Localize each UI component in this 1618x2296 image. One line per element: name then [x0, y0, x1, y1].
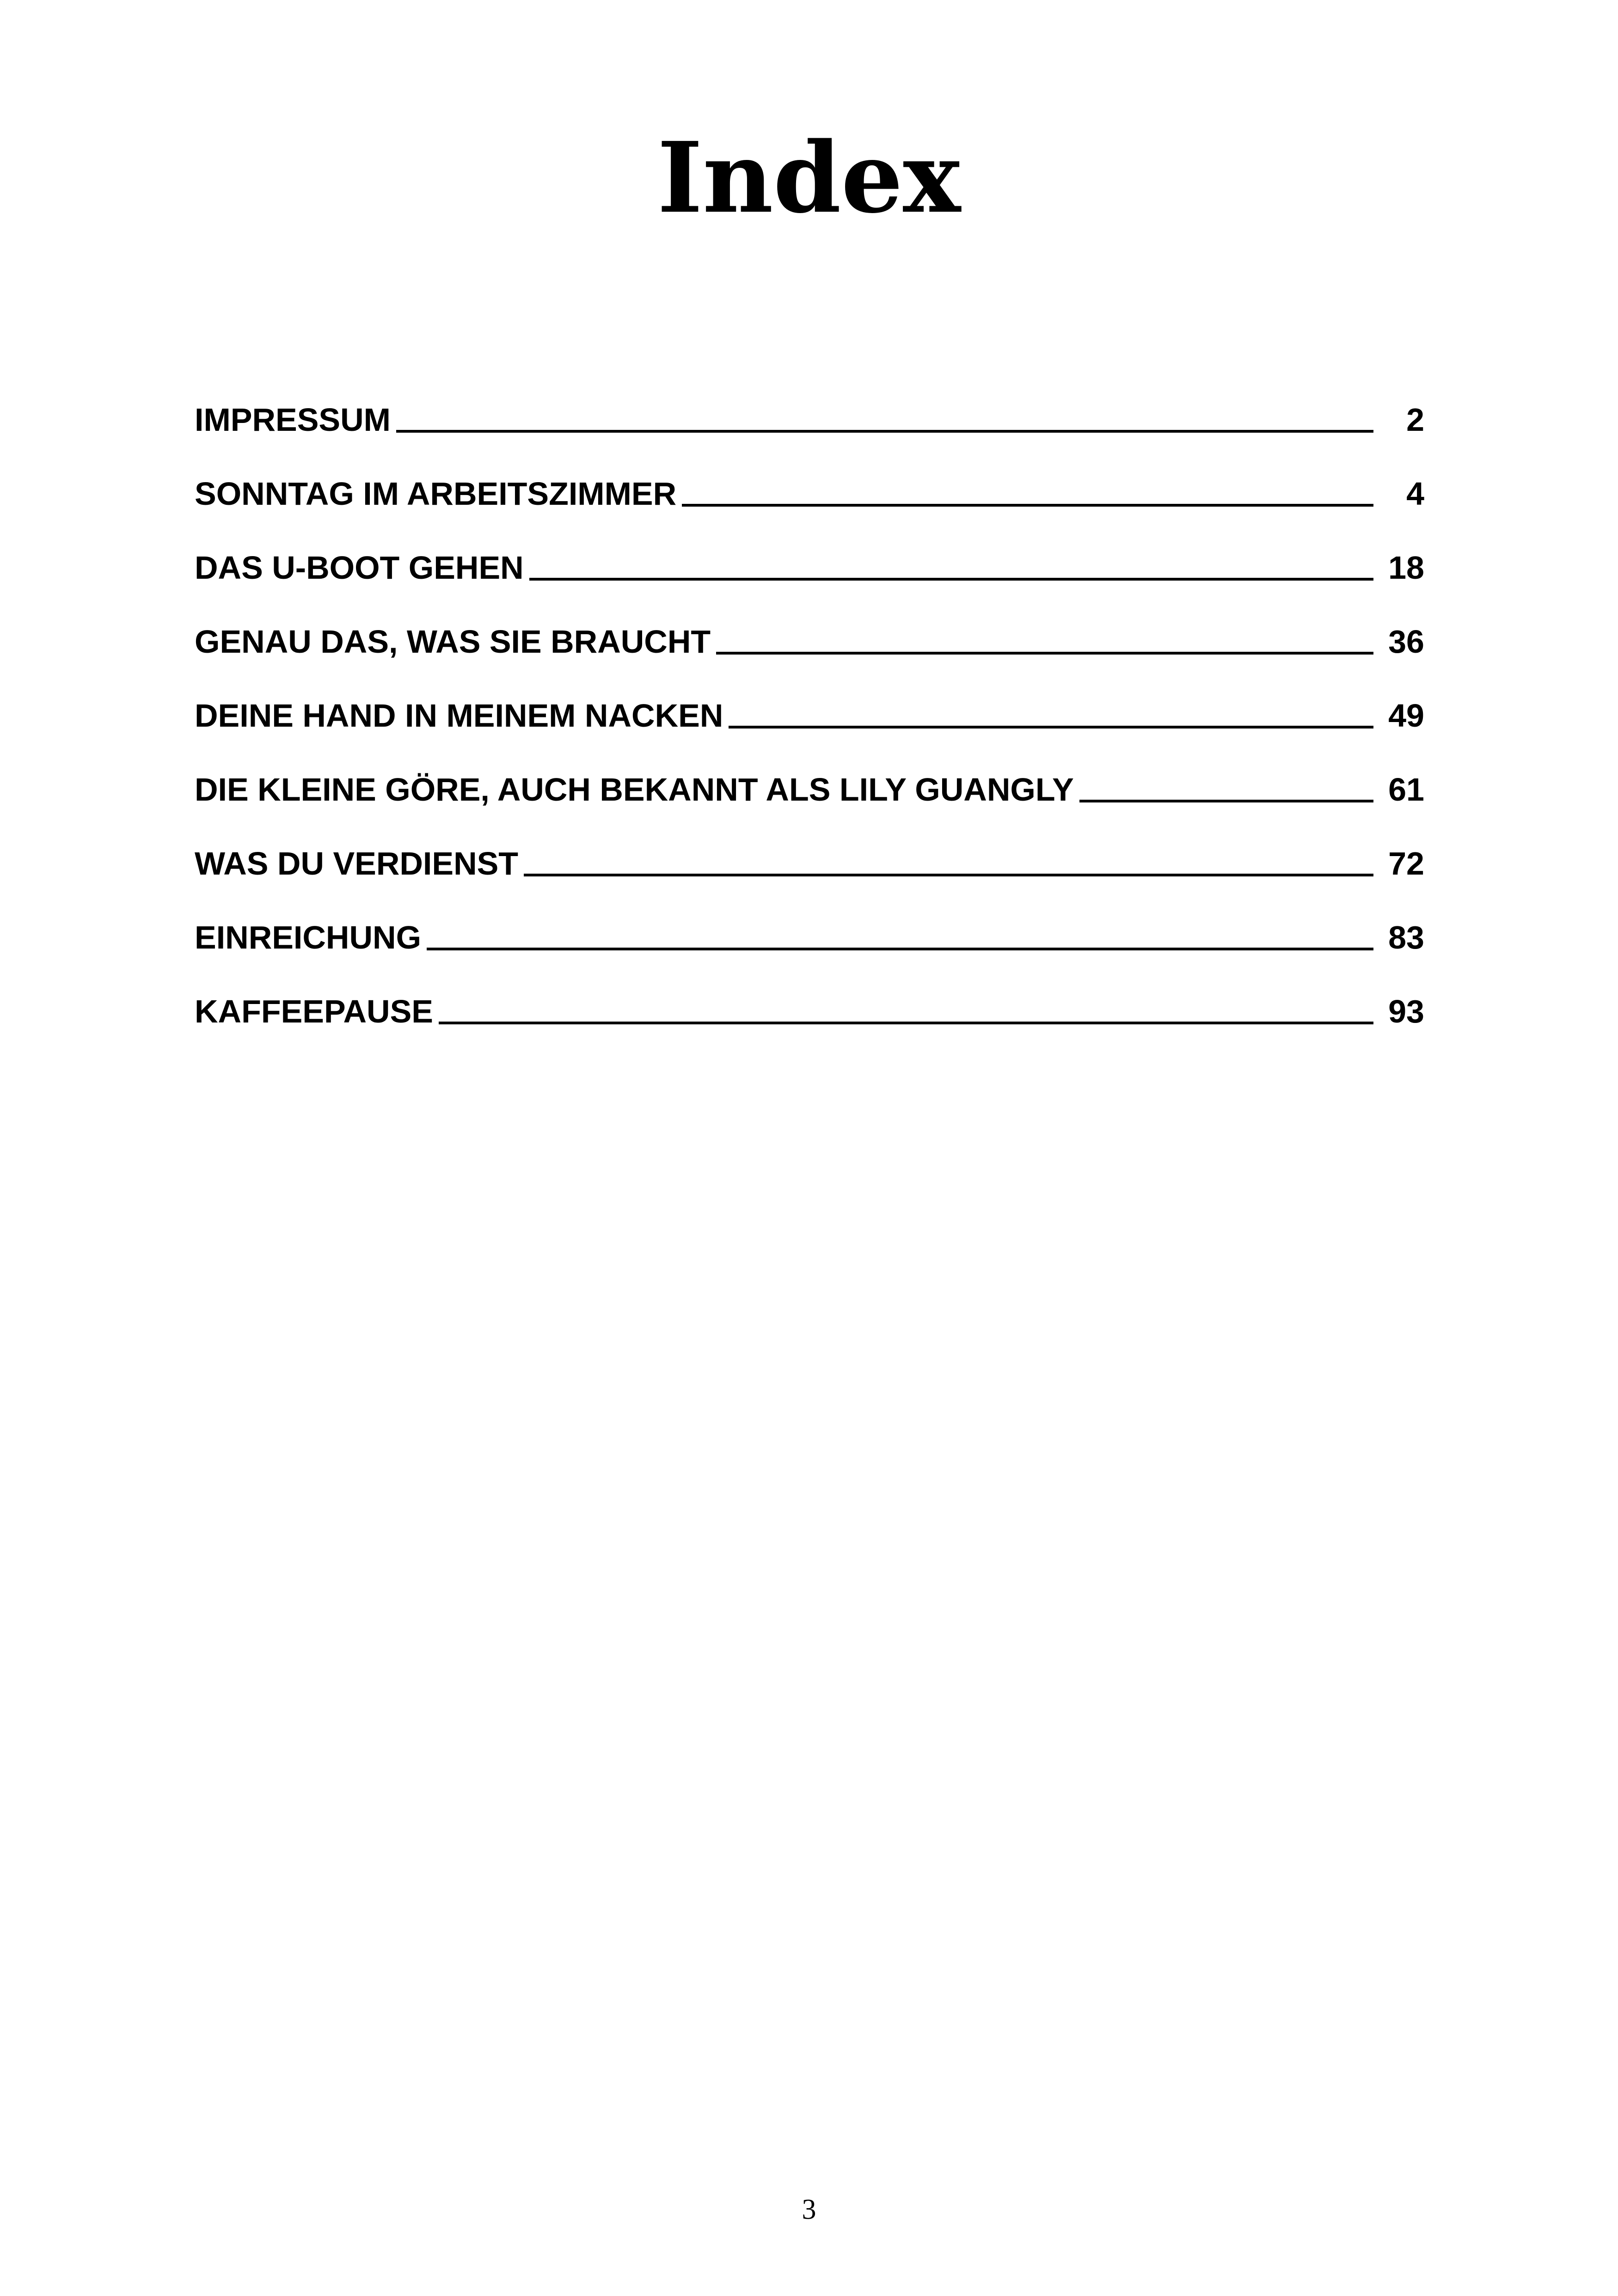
toc-entry-page: 72 — [1388, 845, 1424, 882]
toc-entry-label: DIE KLEINE GÖRE, AUCH BEKANNT ALS LILY GUANGLY — [195, 771, 1074, 808]
toc-entry-label: DEINE HAND IN MEINEM NACKEN — [195, 698, 723, 734]
toc-entry-die-kleine-goere[interactable] — [195, 735, 1424, 809]
toc-leader-line — [427, 948, 1373, 950]
toc-entry-genau-das-was-sie-braucht[interactable] — [195, 587, 1424, 661]
toc-leader-line — [524, 874, 1373, 876]
toc-leader-line — [529, 578, 1373, 581]
toc-entry-page: 93 — [1388, 993, 1424, 1029]
toc-entry-das-u-boot-gehen[interactable] — [195, 513, 1424, 587]
page-number: 3 — [802, 2194, 816, 2225]
toc-leader-line — [716, 652, 1373, 655]
toc-entry-was-du-verdienst[interactable] — [195, 809, 1424, 883]
toc-entry-impressum[interactable] — [195, 365, 1424, 439]
toc-entry-deine-hand-in-meinem-nacken[interactable] — [195, 661, 1424, 735]
toc-entry-page: 83 — [1388, 919, 1424, 955]
toc-entry-page: 49 — [1388, 698, 1424, 734]
toc-entry-label: IMPRESSUM — [195, 402, 391, 438]
toc-entry-page: 36 — [1388, 624, 1424, 660]
table-of-contents — [195, 365, 1424, 1031]
toc-entry-label: DAS U-BOOT GEHEN — [195, 550, 524, 586]
page-title: Index — [657, 121, 961, 235]
toc-entry-page: 18 — [1388, 550, 1424, 586]
toc-entry-einreichung[interactable] — [195, 883, 1424, 957]
toc-leader-line — [729, 726, 1373, 729]
toc-entry-label: KAFFEEPAUSE — [195, 993, 433, 1029]
toc-leader-line — [439, 1022, 1373, 1024]
toc-entry-kaffeepause[interactable] — [195, 957, 1424, 1031]
toc-entry-label: GENAU DAS, WAS SIE BRAUCHT — [195, 624, 711, 660]
toc-entry-page: 4 — [1406, 476, 1424, 512]
toc-leader-line — [682, 504, 1373, 507]
toc-entry-label: SONNTAG IM ARBEITSZIMMER — [195, 476, 677, 512]
toc-entry-label: WAS DU VERDIENST — [195, 845, 519, 882]
toc-entry-page: 2 — [1406, 402, 1424, 438]
toc-leader-line — [396, 430, 1373, 433]
toc-entry-page: 61 — [1388, 771, 1424, 808]
toc-leader-line — [1079, 800, 1373, 802]
toc-entry-sonntag-im-arbeitszimmer[interactable] — [195, 439, 1424, 513]
toc-entry-label: EINREICHUNG — [195, 919, 422, 955]
